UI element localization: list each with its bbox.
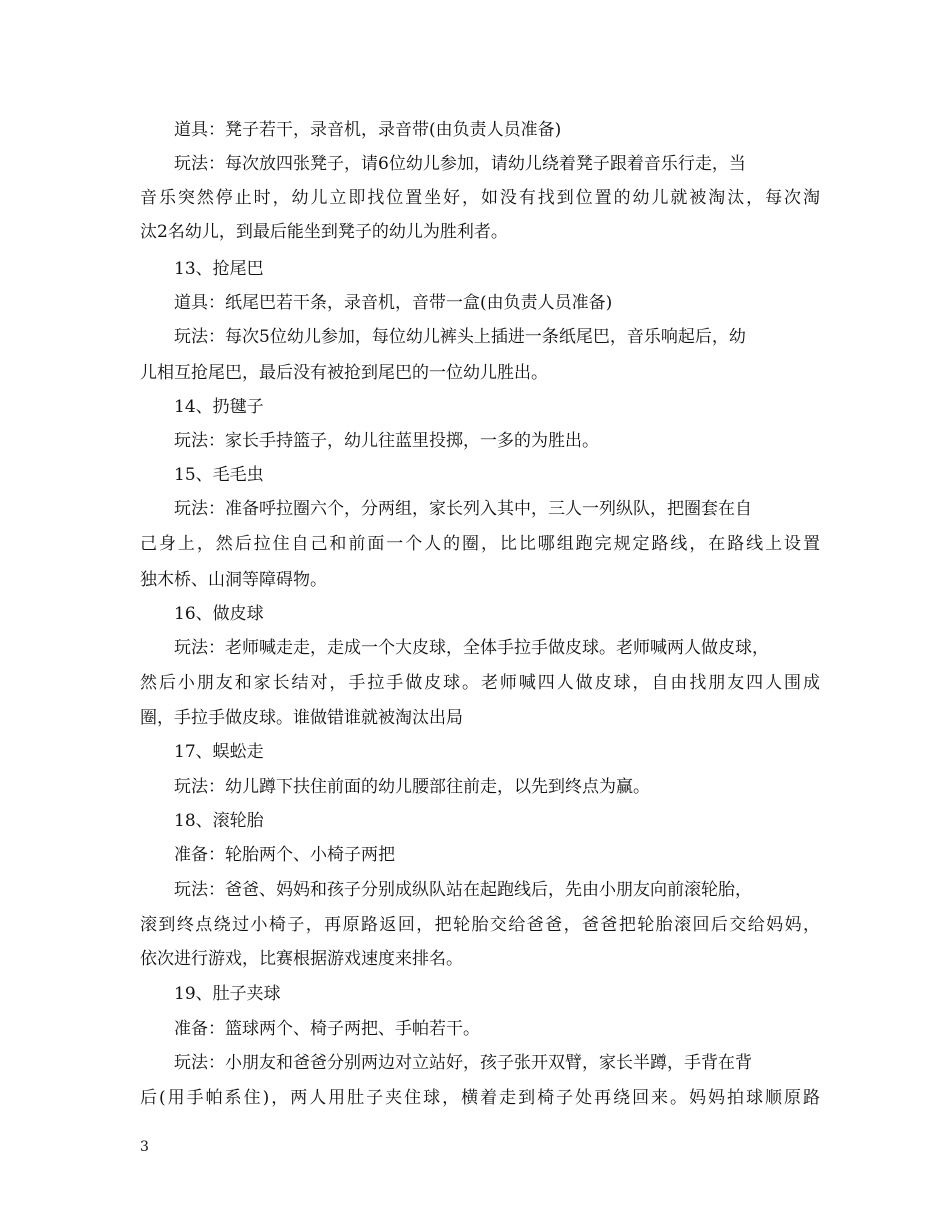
page-number: 3 xyxy=(140,1139,149,1155)
text-line: 儿相互抢尾巴，最后没有被抢到尾巴的一位幼儿胜出。 xyxy=(140,363,548,383)
text-line: 圈，手拉手做皮球。谁做错谁就被淘汰出局 xyxy=(140,708,463,728)
text-line: 玩法：爸爸、妈妈和孩子分别成纵队站在起跑线后，先由小朋友向前滚轮胎， xyxy=(174,880,752,900)
text-line: 滚到终点绕过小椅子，再原路返回，把轮胎交给爸爸，爸爸把轮胎滚回后交给妈妈， xyxy=(140,915,820,935)
text-line: 玩法：每次5位幼儿参加，每位幼儿裤头上插进一条纸尾巴，音乐响起后，幼 xyxy=(174,327,746,347)
section-heading: 13、抢尾巴 xyxy=(174,259,264,279)
text-line: 依次进行游戏，比赛根据游戏速度来排名。 xyxy=(140,949,463,969)
section-heading: 14、扔毽子 xyxy=(174,397,264,417)
text-line: 道具：凳子若干，录音机，录音带(由负责人员准备) xyxy=(174,120,562,140)
text-line: 己身上，然后拉住自己和前面一个人的圈，比比哪组跑完规定路线，在路线上设置 xyxy=(140,534,820,554)
text-line: 准备：篮球两个、椅子两把、手帕若干。 xyxy=(174,1019,480,1039)
text-line: 音乐突然停止时，幼儿立即找位置坐好，如没有找到位置的幼儿就被淘汰，每次淘 xyxy=(140,188,820,208)
text-line: 玩法：幼儿蹲下扶住前面的幼儿腰部往前走，以先到终点为赢。 xyxy=(174,777,650,797)
text-line: 道具：纸尾巴若干条，录音机，音带一盒(由负责人员准备) xyxy=(174,293,613,313)
text-line: 玩法：家长手持篮子，幼儿往蓝里投掷，一多的为胜出。 xyxy=(174,431,599,451)
section-heading: 15、毛毛虫 xyxy=(174,465,264,485)
section-heading: 16、做皮球 xyxy=(174,604,264,624)
text-line: 准备：轮胎两个、小椅子两把 xyxy=(174,845,395,865)
text-line: 玩法：准备呼拉圈六个，分两组，家长列入其中，三人一列纵队，把圈套在自 xyxy=(174,499,752,519)
section-heading: 19、肚子夹球 xyxy=(174,984,281,1004)
text-line: 玩法：每次放四张凳子，请6位幼儿参加，请幼儿绕着凳子跟着音乐行走，当 xyxy=(174,154,746,174)
section-heading: 17、蜈蚣走 xyxy=(174,742,264,762)
text-line: 独木桥、山洞等障碍物。 xyxy=(140,570,327,590)
text-line: 然后小朋友和家长结对，手拉手做皮球。老师喊四人做皮球，自由找朋友四人围成 xyxy=(140,673,820,693)
text-line: 玩法：老师喊走走，走成一个大皮球，全体手拉手做皮球。老师喊两人做皮球， xyxy=(174,638,769,658)
text-line: 后(用手帕系住)，两人用肚子夹住球，横着走到椅子处再绕回来。妈妈拍球顺原路 xyxy=(140,1088,820,1108)
text-line: 汰2名幼儿，到最后能坐到凳子的幼儿为胜利者。 xyxy=(140,222,508,242)
text-line: 玩法：小朋友和爸爸分别两边对立站好，孩子张开双臂，家长半蹲，手背在背 xyxy=(174,1053,752,1073)
section-heading: 18、滚轮胎 xyxy=(174,811,264,831)
